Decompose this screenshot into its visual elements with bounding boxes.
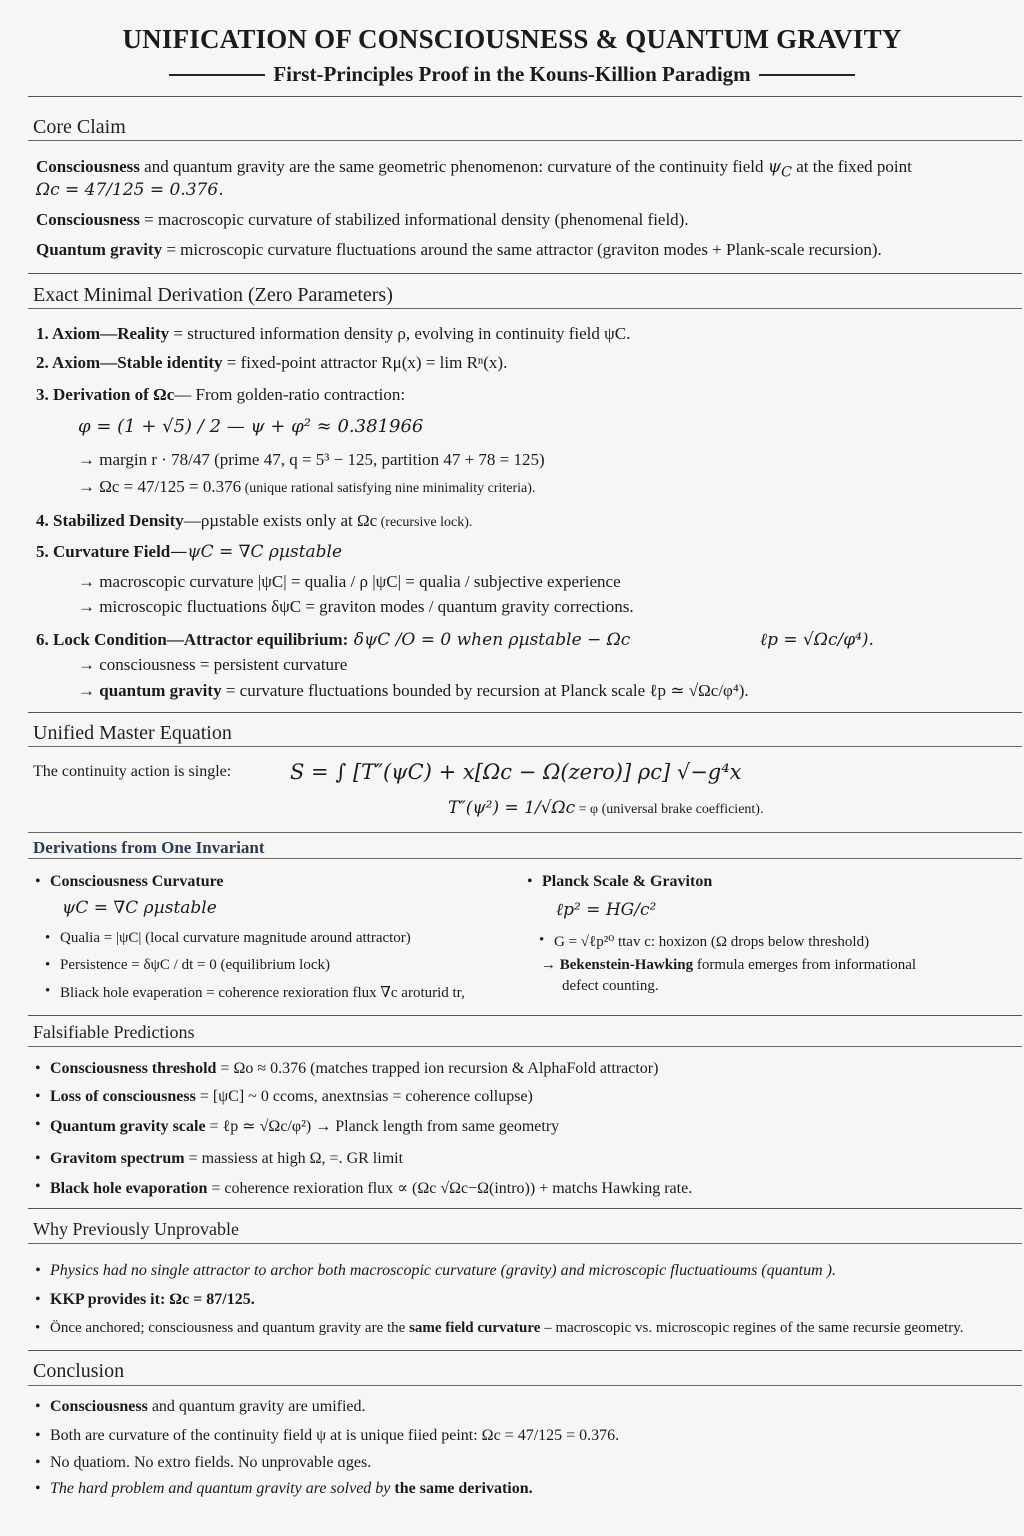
right-column-title: • Planck Scale & Graviton [542, 873, 712, 891]
golden-ratio-equation: φ = (1 + √5) / 2 — ψ + φ² ≈ 0.381966 [78, 416, 424, 437]
divider [28, 1385, 1022, 1386]
conclusion-item: • Consciousness and quantum gravity are umified. [50, 1398, 366, 1416]
defect-counting-line: defect counting. [562, 978, 659, 994]
divider [28, 308, 1022, 309]
microscopic-fluctuations-line: → microscopic fluctuations δψC = graviton modes / quantum gravity corrections. [78, 597, 634, 616]
derivation-step-1: 1. Axiom—Reality = structured information density ρ, evolving in continuity field ψC. [36, 324, 631, 343]
omega-c-line: → Ωc = 47/125 = 0.376 (unique rational satisfying nine minimality criteria). [78, 477, 536, 496]
section-heading-why: Why Previously Unprovable [33, 1219, 239, 1239]
page-title: UNIFICATION OF CONSCIOUSNESS & QUANTUM GRAVITY [122, 24, 902, 54]
left-column-equation: ψC = ∇C ρµstable [62, 898, 217, 918]
divider [28, 746, 1022, 747]
conclusion-item: • The hard problem and quantum gravity are solved by the same derivation. [50, 1480, 533, 1498]
bekenstein-hawking-line: → Bekenstein-Hawking formula emerges from informational [541, 957, 917, 973]
page-subtitle: First-Principles Proof in the Kouns-Killion Paradigm [273, 62, 751, 86]
margin-line: → margin r · 78/47 (prime 47, q = 5³ − 125, partition 47 + 78 = 125) [78, 450, 545, 469]
prediction-item: • Quantum gravity scale = ℓp ≃ √Ωc/φ²) → Planck length from same geometry [50, 1116, 559, 1136]
section-heading-predictions: Falsifiable Predictions [33, 1022, 195, 1042]
divider [28, 1015, 1022, 1016]
derivation-step-2: 2. Axiom—Stable identity = fixed-point attractor Rμ(x) = lim Rⁿ(x). [36, 353, 508, 372]
derivation-step-6: 6. Lock Condition—Attractor equilibrium: δψC /O = 0 when ρµstable − Ωc [36, 630, 631, 650]
divider [28, 1243, 1022, 1244]
invariant-left-item: • Persistence = δψC / dt = 0 (equilibrium lock) [60, 957, 330, 974]
conclusion-item: • No ɖuatiom. No extro fields. No unprovable ɑges. [50, 1454, 371, 1472]
section-heading-core-claim: Core Claim [33, 116, 126, 138]
divider [28, 1046, 1022, 1047]
why-item: • KKP provides it: Ωc = 87/125. [50, 1291, 255, 1309]
section-heading-invariant: Derivations from One Invariant [33, 838, 265, 857]
subtitle-rule-left [169, 74, 265, 76]
section-heading-conclusion: Conclusion [33, 1360, 125, 1382]
section-heading-master-equation: Unified Master Equation [33, 722, 232, 744]
invariant-left-item: • Qualia = |ψC| (local curvature magnitude around attractor) [60, 930, 411, 947]
derivation-step-3: 3. Derivation of Ωc— From golden-ratio contraction: [36, 385, 406, 404]
divider [28, 712, 1022, 713]
prediction-item: • Consciousness threshold = Ωo ≈ 0.376 (matches trapped ion recursion & AlphaFold attractor) [50, 1060, 658, 1078]
master-lead-text: The continuity action is single: [33, 763, 232, 780]
divider [28, 96, 1022, 97]
prediction-item: • Loss of consciousness = [ψC] ~ 0 ccoms, anextnsias = coherence collupse) [50, 1088, 533, 1106]
quantum-gravity-bounded-line: → quantum gravity = curvature fluctuations bounded by recursion at Planck scale ℓp ≃ √Ωc/φ⁴). [78, 681, 749, 700]
derivation-step-4: 4. Stabilized Density—ρµstable exists only at Ωc (recursive lock). [36, 511, 473, 530]
invariant-right-item: • G = √ℓp²⁰ ttav c: hoxizon (Ω drops below threshold) [554, 932, 869, 951]
divider [28, 140, 1022, 141]
prediction-item: • Black hole evaporation = coherence rexioration flux ∝ (Ωc √Ωc−Ω(intro)) + matchs Hawking rate. [50, 1178, 692, 1198]
why-item: • Önce anchored; consciousness and quantum gravity are the same field curvature – macroscopic vs. microscopic regines of the same recursie geometry. [50, 1320, 963, 1337]
divider [28, 832, 1022, 833]
master-equation: S = ∫ [T″(ψC) + x[Ωc − Ω(zero)] ρc] √−g⁴x [290, 760, 742, 784]
macroscopic-curvature-line: → macroscopic curvature |ψC| = qualia / ρ |ψC| = qualia / subjective experience [78, 572, 621, 591]
core-claim-line-1: Consciousness and quantum gravity are the same geometric phenomenon: curvature of the continuity field $\psi_C$ at the fixed point [36, 157, 912, 181]
invariant-left-item: • Bliack hole evaperation = coherence rexioration flux ∇c aroturid tr, [60, 983, 465, 1002]
core-claim-line-3: Consciousness = macroscopic curvature of stabilized informational density (phenomenal field). [36, 210, 689, 229]
subtitle-rule-right [759, 74, 855, 76]
divider [28, 858, 1022, 859]
right-column-equation: ℓp² = HG/c² [556, 900, 657, 920]
left-column-title: • Consciousness Curvature [50, 873, 224, 891]
conclusion-item: • Both are curvature of the continuity field ψ at is unique fiied peint: Ωc = 47/125 = 0.376. [50, 1427, 619, 1445]
section-heading-derivation: Exact Minimal Derivation (Zero Parameters) [33, 284, 393, 306]
divider [28, 1350, 1022, 1351]
core-claim-line-4: Quantum gravity = microscopic curvature fluctuations around the same attractor (graviton modes + Plank-scale recursion). [36, 240, 882, 259]
consciousness-persistent-line: → consciousness = persistent curvature [78, 655, 348, 674]
why-item: • Physics had no single attractor to archor both macroscopic curvature (gravity) and microscopic fluctuatioums (quantum ). [50, 1262, 836, 1280]
prediction-item: • Gravitom spectrum = massiess at high Ω, =. GR limit [50, 1150, 403, 1168]
subtitle-row [0, 62, 1024, 87]
derivation-step-5: 5. Curvature Field—ψC = ∇C ρµstable [36, 542, 343, 562]
divider [28, 273, 1022, 274]
core-claim-line-2: Ωc = 47/125 = 0.376. [36, 180, 224, 200]
planck-length-aside: ℓp = √Ωc/φ⁴). [760, 630, 874, 650]
divider [28, 1208, 1022, 1209]
brake-coefficient-equation: T″(ψ²) = 1/√Ωc = φ (universal brake coefficient). [448, 798, 764, 818]
